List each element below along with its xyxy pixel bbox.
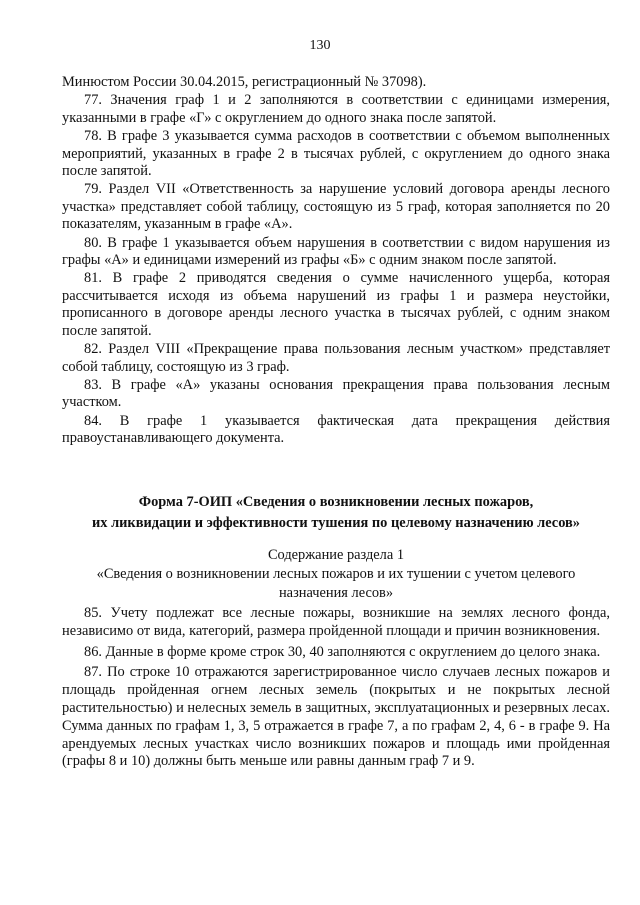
paragraph-85: 85. Учету подлежат все лесные пожары, возникшие на землях лесного фонда, независимо от вида, категорий, размера пройденной площади и причин возникновения. bbox=[62, 605, 610, 639]
form-title-line-2: их ликвидации и эффективности тушения по целевому назначению лесов» bbox=[91, 515, 580, 531]
paragraph-80: 80. В графе 1 указывается объем нарушения в соответствии с видом нарушения из графы «А» и единицами измерений из графы «Б» с одним знаком после запятой. bbox=[62, 234, 610, 269]
form-title-line-1: Форма 7-ОИП «Сведения о возникновении лесных пожаров, bbox=[138, 494, 534, 510]
document-body-bottom bbox=[62, 605, 610, 774]
paragraph-87: 87. По строке 10 отражаются зарегистрированное число случаев лесных пожаров и площадь пройденная огнем лесных земель (покрытых и не покрытых лесной растительностью) и нелесных земель в защитных, эксплуатационных и резервных лесах. Сумма данных по графам 1, 3, 5 отражается в графе 7, а по графам 2, 4, 6 - в графе 9. На арендуемых лесных участках число возникших пожаров и площадь ими пройденная (графы 8 и 10) должны быть меньше или равны данным граф 7 и 9. bbox=[62, 664, 610, 770]
paragraph-81: 81. В графе 2 приводятся сведения о сумме начисленного ущерба, которая рассчитывается исходя из объема нарушений из графы 1 и размера неустойки, прописанного в договоре аренды лесного участка в тысячах рублей, с одним знаком после запятой. bbox=[62, 270, 610, 339]
section-heading-line-2: «Сведения о возникновении лесных пожаров и их тушении с учетом целевого bbox=[96, 566, 576, 582]
paragraph-continuation: Минюстом России 30.04.2015, регистрационный № 37098). bbox=[62, 74, 427, 90]
paragraph-77: 77. Значения граф 1 и 2 заполняются в соответствии с единицами измерения, указанными в графе «Г» с округлением до одного знака после запятой. bbox=[62, 92, 610, 126]
paragraph-84: 84. В графе 1 указывается фактическая дата прекращения действия правоустанавливающего документа. bbox=[62, 412, 610, 447]
page-number: 130 bbox=[309, 38, 331, 53]
paragraph-82: 82. Раздел VIII «Прекращение права пользования лесным участком» представляет собой таблицу, состоящую из 3 граф. bbox=[62, 341, 610, 375]
section-heading-line-1: Содержание раздела 1 bbox=[267, 547, 405, 563]
paragraph-78: 78. В графе 3 указывается сумма расходов в соответствии с объемом выполненных мероприятий, указанных в графе 2 в тысячах рублей, с округлением до одного знака после запятой. bbox=[62, 128, 610, 180]
section-heading-line-3: назначения лесов» bbox=[278, 585, 394, 601]
document-body-top bbox=[62, 74, 610, 449]
paragraph-83: 83. В графе «А» указаны основания прекращения права пользования лесным участком. bbox=[62, 376, 610, 411]
section-heading bbox=[62, 546, 610, 603]
form-title bbox=[62, 492, 610, 534]
paragraph-79: 79. Раздел VII «Ответственность за нарушение условий договора аренды лесного участка» представляет собой таблицу, состоящую из 5 граф, которая заполняется по 20 показателям, указанным в графе «А». bbox=[62, 181, 610, 233]
paragraph-86: 86. Данные в форме кроме строк 30, 40 заполняются с округлением до целого знака. bbox=[84, 643, 601, 660]
